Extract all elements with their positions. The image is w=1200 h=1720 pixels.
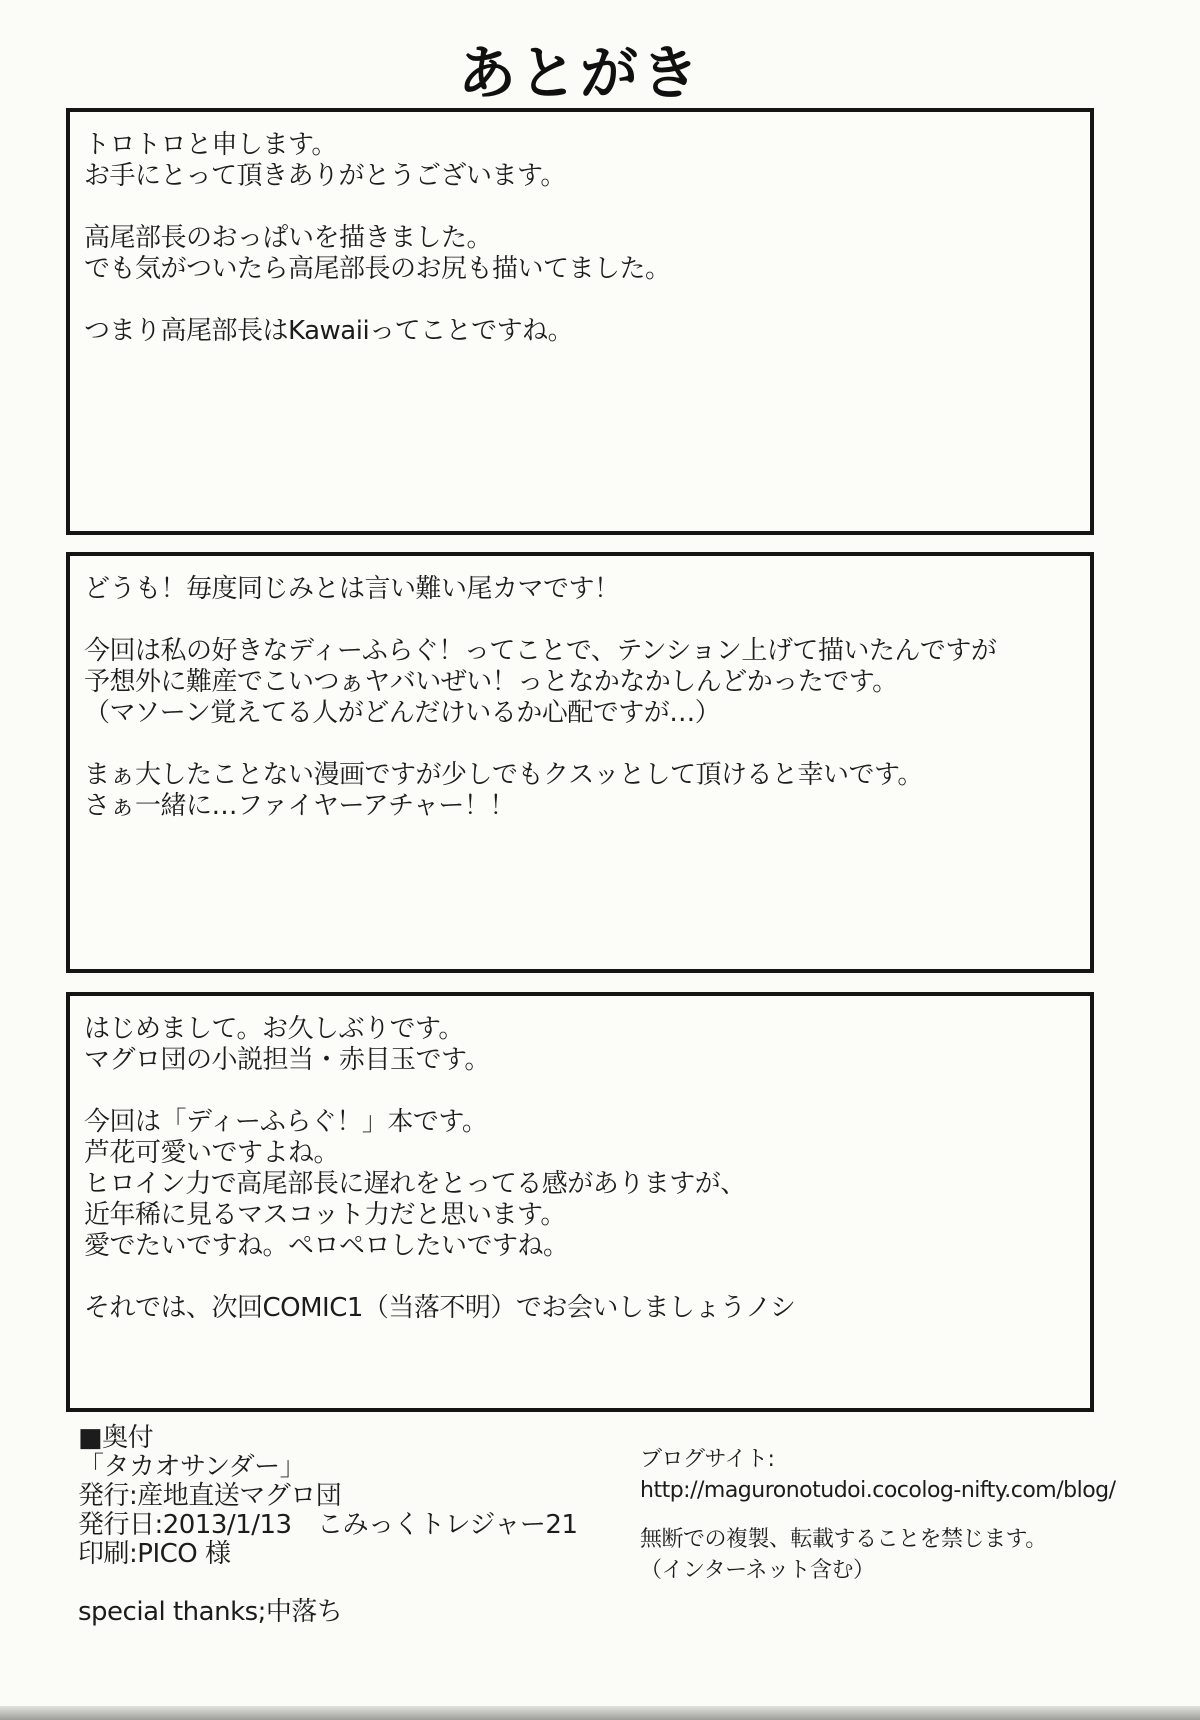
text-line: ヒロイン力で高尾部長に遅れをとってる感がありますが、 — [84, 1169, 746, 1199]
text-line: つまり高尾部長はKawaiiってことですね。 — [84, 316, 574, 346]
spacer-line — [78, 1569, 578, 1598]
text-line: まぁ大したことない漫画ですが少しでもクスッとして頂けると幸いです。 — [84, 760, 923, 790]
text-line: 今回は私の好きなディーふらぐ！ってことで、テンション上げて描いたんですが — [84, 636, 997, 666]
text-line — [84, 192, 1082, 223]
text-line: でも気がついたら高尾部長のお尻も描いてました。 — [84, 254, 671, 284]
text-line — [84, 1262, 1082, 1293]
copyright-notice-line: 無断での複製、転載することを禁じます。 — [640, 1527, 1047, 1552]
comment-box-torotoro — [66, 108, 1094, 535]
text-line: トロトロと申します。 — [84, 130, 337, 160]
page-title: あとがき — [457, 39, 702, 107]
text-line: マグロ団の小説担当・赤目玉です。 — [84, 1045, 490, 1075]
text-line: お手にとって頂きありがとうございます。 — [84, 161, 566, 191]
scan-edge-artifact — [0, 1706, 1200, 1720]
publisher-line: 発行:産地直送マグロ団 — [78, 1481, 342, 1511]
text-line: さぁ一緒に…ファイヤーアチャー！！ — [84, 791, 515, 821]
text-line: はじめまして。お久しぶりです。 — [84, 1014, 464, 1044]
text-line: 愛でたいですね。ペロペロしたいですね。 — [84, 1231, 569, 1261]
text-line — [84, 285, 1082, 316]
colophon-blog-and-notice — [640, 1444, 1116, 1586]
text-line: （マソーン覚えてる人がどんだけいるか心配ですが…） — [84, 698, 721, 728]
special-thanks-line: special thanks;中落ち — [78, 1597, 343, 1627]
blog-label: ブログサイト: — [640, 1447, 775, 1472]
text-line: 芦花可愛いですよね。 — [84, 1138, 340, 1168]
publish-date-line: 発行日:2013/1/13 こみっくトレジャー21 — [78, 1510, 578, 1540]
book-title: 「タカオサンダー」 — [78, 1452, 306, 1482]
colophon-heading: ■奥付 — [78, 1423, 154, 1453]
text-line: 今回は「ディーふらぐ！」本です。 — [84, 1107, 488, 1137]
text-line: 予想外に難産でこいつぁヤバいぜい！っとなかなかしんどかったです。 — [84, 667, 898, 697]
text-line: どうも！毎度同じみとは言い難い尾カマです！ — [84, 574, 620, 604]
spacer-line — [640, 1506, 1116, 1524]
text-line — [84, 1076, 1082, 1107]
text-line: 近年稀に見るマスコット力だと思います。 — [84, 1200, 566, 1230]
blog-url: http://maguronotudoi.cocolog-nifty.com/blog/ — [640, 1478, 1116, 1503]
text-line — [84, 729, 1082, 760]
text-line: 高尾部長のおっぱいを描きました。 — [84, 223, 493, 253]
comment-box-okama — [66, 552, 1094, 973]
text-line: それでは、次回COMIC1（当落不明）でお会いしましょうノシ — [84, 1293, 796, 1323]
copyright-notice-line: （インターネット含む） — [640, 1558, 875, 1583]
comment-box-akamedama — [66, 992, 1094, 1412]
text-line — [84, 605, 1082, 636]
printer-line: 印刷:PICO 様 — [78, 1539, 231, 1569]
colophon-publication-info — [78, 1424, 578, 1627]
